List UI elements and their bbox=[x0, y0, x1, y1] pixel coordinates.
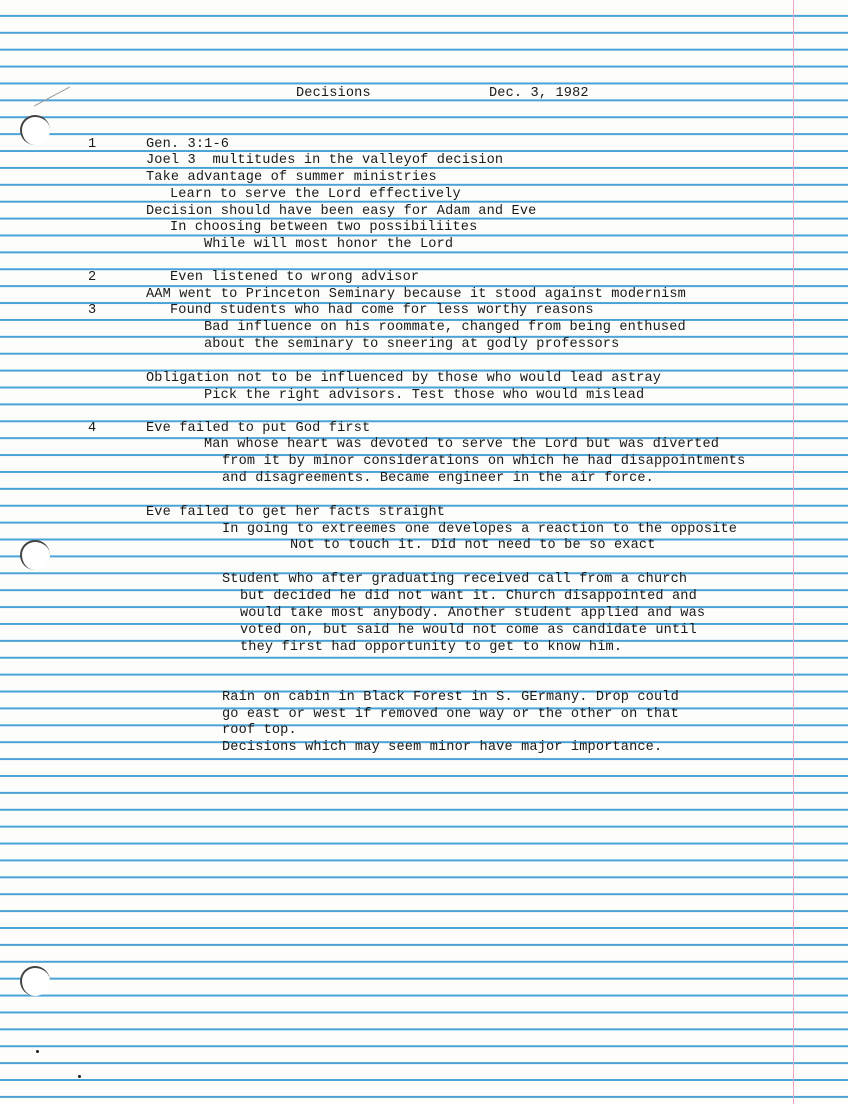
text-line: While will most honor the Lord bbox=[204, 237, 454, 252]
text-line: would take most anybody. Another student applied and was bbox=[240, 606, 706, 621]
text-line: Gen. 3:1-6 bbox=[146, 137, 230, 152]
punch-hole-middle bbox=[20, 540, 50, 570]
text-line: voted on, but said he would not come as candidate until bbox=[240, 623, 697, 638]
text-line: Joel 3 multitudes in the valleyof decision bbox=[146, 153, 504, 168]
text-line: about the seminary to sneering at godly professors bbox=[204, 337, 620, 352]
text-line: Even listened to wrong advisor bbox=[170, 270, 420, 285]
section-number-3: 3 bbox=[88, 303, 97, 318]
text-line: go east or west if removed one way or the other on that bbox=[222, 707, 679, 722]
text-line: but decided he did not want it. Church disappointed and bbox=[240, 589, 697, 604]
text-line: Eve failed to put God first bbox=[146, 421, 371, 436]
text-line: Take advantage of summer ministries bbox=[146, 170, 437, 185]
text-line: Rain on cabin in Black Forest in S. GErmany. Drop could bbox=[222, 690, 679, 705]
text-line: In choosing between two possibiliites bbox=[170, 220, 478, 235]
text-line: Found students who had come for less worthy reasons bbox=[170, 303, 594, 318]
text-line: Man whose heart was devoted to serve the Lord but was diverted bbox=[204, 437, 720, 452]
text-line: In going to extreemes one developes a reaction to the opposite bbox=[222, 522, 738, 537]
document-title: Decisions bbox=[296, 86, 371, 101]
margin-line bbox=[793, 0, 794, 1104]
text-line: Learn to serve the Lord effectively bbox=[170, 187, 461, 202]
text-line: Decision should have been easy for Adam and Eve bbox=[146, 204, 537, 219]
section-number-1: 1 bbox=[88, 137, 97, 152]
text-line: Not to touch it. Did not need to be so exact bbox=[290, 538, 656, 553]
section-number-2: 2 bbox=[88, 270, 97, 285]
text-line: roof top. bbox=[222, 723, 297, 738]
text-line: Pick the right advisors. Test those who would mislead bbox=[204, 388, 645, 403]
text-line: from it by minor considerations on which he had disappointments bbox=[222, 454, 746, 469]
paper-speck bbox=[78, 1075, 81, 1078]
text-line: AAM went to Princeton Seminary because it stood against modernism bbox=[146, 287, 686, 302]
punch-hole-bottom bbox=[20, 966, 50, 996]
text-line: they first had opportunity to get to know him. bbox=[240, 640, 623, 655]
pencil-mark bbox=[34, 87, 70, 107]
text-line: Student who after graduating received call from a church bbox=[222, 572, 688, 587]
text-line: Obligation not to be influenced by those who would lead astray bbox=[146, 371, 662, 386]
text-line: and disagreements. Became engineer in the air force. bbox=[222, 471, 654, 486]
paper-speck bbox=[36, 1050, 39, 1053]
punch-hole-top bbox=[20, 115, 50, 145]
section-number-4: 4 bbox=[88, 421, 97, 436]
text-line: Decisions which may seem minor have major importance. bbox=[222, 740, 663, 755]
document-date: Dec. 3, 1982 bbox=[489, 86, 589, 101]
text-line: Bad influence on his roommate, changed from being enthused bbox=[204, 320, 686, 335]
text-line: Eve failed to get her facts straight bbox=[146, 505, 446, 520]
